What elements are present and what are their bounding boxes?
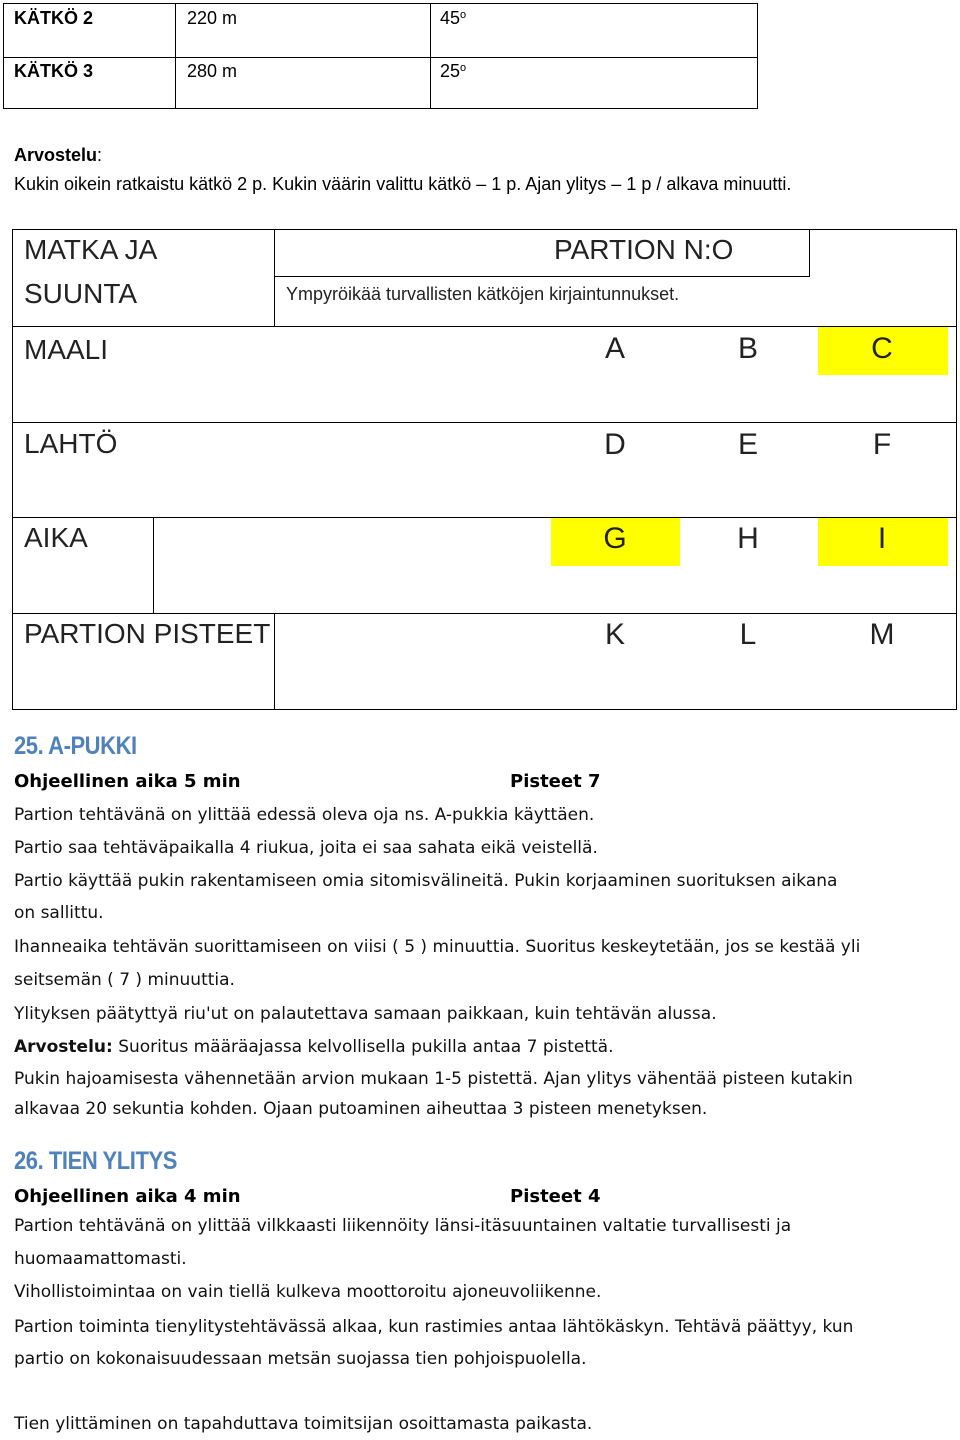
partion-no-label: PARTION N:O (554, 234, 734, 265)
row-label-maali: MAALI (24, 334, 109, 365)
letter-m[interactable]: M (869, 618, 895, 651)
s25-line-5: Ihanneaika tehtävän suorittamiseen on viisi ( 5 ) minuuttia. Suoritus keskeytetään, jos se kestää yli (14, 937, 861, 957)
letter-i[interactable]: I (877, 522, 887, 555)
section-25-title: 25. A-PUKKI (14, 732, 137, 760)
matka-label-1: MATKA JA (24, 234, 158, 265)
s25-rating: Arvostelu: Suoritus määräajassa kelvollisella pukilla antaa 7 pistettä. (14, 1037, 614, 1057)
letter-b[interactable]: B (737, 332, 758, 365)
kätkö-table (3, 3, 758, 109)
s25-line-6: seitsemän ( 7 ) minuuttia. (14, 970, 235, 990)
s25-line-9: alkavaa 20 sekuntia kohden. Ojaan putoaminen aiheuttaa 3 pisteen menetyksen. (14, 1099, 708, 1119)
s25-line-8: Pukin hajoamisesta vähennetään arvion mukaan 1-5 pistettä. Ajan ylitys vähentää pisteen kutakin (14, 1069, 853, 1089)
kätkö-3-name: KÄTKÖ 3 (14, 61, 94, 81)
kätkö-3-angle: 25$^o$ (440, 61, 467, 81)
s26-line-6: Tien ylittäminen on tapahduttava toimitsijan osoittamasta paikasta. (14, 1414, 593, 1434)
letter-g[interactable]: G (603, 522, 627, 555)
rating-text: Kukin oikein ratkaistu kätkö 2 p. Kukin väärin valittu kätkö – 1 p. Ajan ylitys – 1 p / alkava minuutti. (14, 174, 792, 194)
matka-label-2: SUUNTA (24, 278, 138, 309)
s25-line-4: on sallittu. (14, 903, 104, 923)
kätkö-2-angle: 45$^o$ (440, 8, 467, 28)
row-label-lahto: LAHTÖ (24, 428, 118, 459)
letter-a[interactable]: A (604, 332, 625, 365)
grid-instruction: Ympyröikää turvallisten kätköjen kirjaintunnukset. (286, 284, 680, 304)
s26-line-5: partio on kokonaisuudessaan metsän suojassa tien pohjoispuolella. (14, 1349, 587, 1369)
section-26-points: Pisteet 4 (510, 1186, 601, 1207)
s25-line-2: Partio saa tehtäväpaikalla 4 riukua, joita ei saa sahata eikä veistellä. (14, 838, 598, 858)
letter-e[interactable]: E (737, 428, 758, 461)
section-25-points: Pisteet 7 (510, 771, 601, 792)
row-label-partion-pisteet: PARTION PISTEET (24, 618, 271, 649)
s26-line-4: Partion toiminta tienylitystehtävässä alkaa, kun rastimies antaa lähtökäskyn. Tehtävä päättyy, kun (14, 1317, 854, 1337)
rating-heading: Arvostelu: (14, 145, 103, 165)
s26-line-1: Partion tehtävänä on ylittää vilkkaasti liikennöity länsi-itäsuuntainen valtatie turvallisesti ja (14, 1216, 792, 1236)
letter-f[interactable]: F (872, 428, 892, 461)
s25-line-3: Partio käyttää pukin rakentamiseen omia sitomisvälineitä. Pukin korjaaminen suorituksen aikana (14, 871, 838, 891)
s26-line-3: Vihollistoimintaa on vain tiellä kulkeva moottoroitu ajoneuvoliikenne. (14, 1282, 602, 1302)
letter-k[interactable]: K (604, 618, 625, 651)
section-26-title: 26. TIEN YLITYS (14, 1147, 177, 1175)
row-label-aika: AIKA (24, 522, 88, 553)
s26-line-2: huomaamattomasti. (14, 1249, 187, 1269)
section-25-time: Ohjeellinen aika 5 min (14, 771, 241, 792)
s25-line-7: Ylityksen päätyttyä riu'ut on palautettava samaan paikkaan, kuin tehtävän alussa. (14, 1004, 717, 1024)
kätkö-3-distance: 280 m (187, 61, 238, 81)
kätkö-2-distance: 220 m (187, 8, 238, 28)
section-26-time: Ohjeellinen aika 4 min (14, 1186, 241, 1207)
letter-c[interactable]: C (871, 332, 893, 365)
kätkö-2-name: KÄTKÖ 2 (14, 8, 94, 28)
s25-line-1: Partion tehtävänä on ylittää edessä oleva oja ns. A-pukkia käyttäen. (14, 805, 595, 825)
letter-h[interactable]: H (737, 522, 759, 555)
letter-l[interactable]: L (739, 618, 757, 651)
letter-d[interactable]: D (604, 428, 626, 461)
